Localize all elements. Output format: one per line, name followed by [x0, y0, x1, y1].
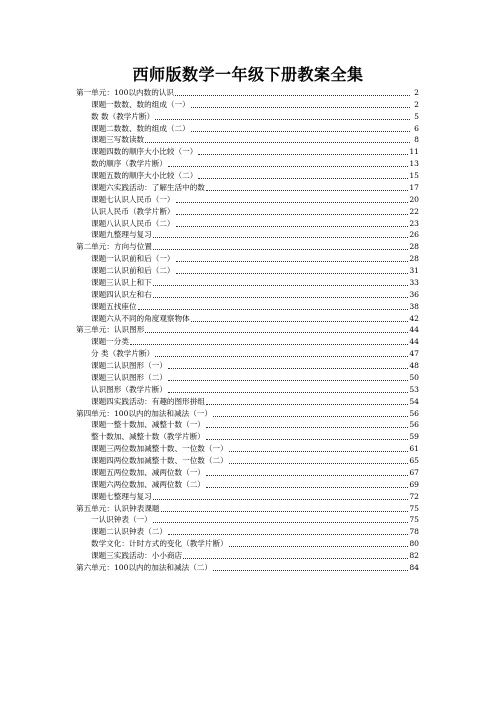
- toc-entry-title: 第二单元：方向与位置: [76, 242, 152, 252]
- toc-unit-entry[interactable]: [76, 406, 419, 418]
- toc-lesson-entry[interactable]: [76, 358, 419, 370]
- dot-leader: [168, 392, 408, 393]
- toc-page-number: 72: [409, 491, 419, 501]
- dot-leader: [176, 273, 409, 274]
- toc-lesson-entry[interactable]: [76, 251, 419, 263]
- dot-leader: [176, 261, 409, 262]
- toc-page-number: 28: [409, 254, 419, 264]
- dot-leader: [155, 119, 410, 120]
- toc-entry-title: 课题一数数、数的组成（一）: [91, 99, 190, 109]
- dot-leader: [168, 166, 408, 167]
- toc-entry-title: 课题五数的顺序大小比较（二）: [91, 171, 198, 180]
- toc-entry-title: 课题九整理与复习: [91, 230, 152, 240]
- toc-page-number: 84: [409, 562, 419, 572]
- dot-leader: [183, 558, 408, 559]
- dot-leader: [138, 309, 409, 310]
- toc-lesson-entry[interactable]: [76, 180, 419, 192]
- dot-leader: [229, 546, 409, 547]
- dot-leader: [206, 427, 408, 428]
- dot-leader: [145, 142, 410, 143]
- dot-leader: [153, 249, 408, 250]
- dot-leader: [206, 190, 408, 191]
- dot-leader: [198, 154, 408, 155]
- toc-page-number: 53: [409, 384, 419, 394]
- toc-entry-title: 课题七整理与复习: [91, 491, 152, 501]
- toc-entry-title: 第五单元：认识钟表课题: [76, 503, 160, 513]
- toc-lesson-entry[interactable]: [76, 441, 419, 453]
- dot-leader: [130, 344, 408, 345]
- toc-lesson-entry[interactable]: [76, 192, 419, 204]
- toc-entry-title: 课题六实践活动：了解生活中的数: [91, 182, 205, 192]
- toc-page-number: 38: [409, 301, 419, 311]
- dot-leader: [229, 451, 409, 452]
- document-title: 西师版数学一年级下册教案全集: [132, 65, 364, 84]
- toc-page-number: 20: [409, 194, 419, 204]
- toc-page-number: 11: [409, 147, 419, 157]
- toc-page-number: 50: [409, 372, 419, 382]
- toc-lesson-entry[interactable]: [76, 524, 419, 536]
- toc-entry-title: 课题三两位数加减整十数、一位数（一）: [91, 444, 228, 454]
- toc-page-number: 2: [414, 99, 419, 109]
- toc-page-number: 47: [409, 349, 419, 359]
- toc-entry-title: 一认识钟表（一）: [91, 515, 152, 525]
- toc-entry-title: 课题八认识人民币（二）: [91, 218, 175, 228]
- toc-page-number: 56: [409, 408, 419, 418]
- toc-entry-title: 第一单元：100以内数的认识: [76, 87, 175, 97]
- toc-lesson-entry[interactable]: [76, 216, 419, 228]
- toc-entry-title: 数的顺序（教学片断）: [91, 159, 167, 169]
- toc-page-number: 75: [409, 503, 419, 513]
- dot-leader: [229, 463, 409, 464]
- toc-page-number: 80: [409, 539, 419, 549]
- toc-lesson-entry[interactable]: [76, 334, 419, 346]
- toc-page-number: 69: [409, 479, 419, 489]
- toc-unit-entry[interactable]: [76, 85, 419, 97]
- toc-entry-title: 课题四数的顺序大小比较（一）: [91, 147, 198, 157]
- dot-leader: [213, 570, 408, 571]
- toc-page-number: 23: [409, 218, 419, 228]
- toc-page-number: 78: [409, 527, 419, 537]
- toc-lesson-entry[interactable]: [76, 97, 419, 109]
- toc-lesson-entry[interactable]: [76, 263, 419, 275]
- toc-page-number: 75: [409, 515, 419, 525]
- toc-entry-title: 课题六两位数加、减两位数（二）: [91, 479, 205, 489]
- toc-lesson-entry[interactable]: [76, 394, 419, 406]
- toc-page-number: 65: [409, 456, 419, 465]
- toc-entry-title: 课题一认识前和后（一）: [91, 254, 175, 264]
- toc-entry-title: 课题三写数读数: [91, 135, 145, 145]
- dot-leader: [175, 95, 410, 96]
- dot-leader: [206, 439, 408, 440]
- toc-entry-title: 课题五两位数加、减两位数（一）: [91, 467, 205, 477]
- toc-page-number: 28: [409, 242, 419, 252]
- toc-entry-title: 数学文化：计时方式的变化（教学片断）: [91, 539, 228, 549]
- toc-page-number: 6: [414, 123, 419, 133]
- dot-leader: [176, 202, 409, 203]
- toc-lesson-entry[interactable]: [76, 311, 419, 323]
- dot-leader: [153, 237, 409, 238]
- toc-page-number: 67: [409, 467, 419, 477]
- dot-leader: [155, 356, 408, 357]
- toc-lesson-entry[interactable]: [76, 156, 419, 168]
- toc-entry-title: 课题一整十数加、减整十数（一）: [91, 420, 205, 430]
- toc-page-number: 44: [409, 337, 419, 347]
- toc-page-number: 15: [409, 171, 419, 180]
- toc-page-number: 26: [409, 230, 419, 240]
- toc-lesson-entry[interactable]: [76, 168, 419, 180]
- toc-page-number: 36: [409, 289, 419, 299]
- dot-leader: [153, 499, 409, 500]
- toc-lesson-entry[interactable]: [76, 109, 419, 121]
- toc-entry-title: 课题七认识人民币（一）: [91, 194, 175, 204]
- dot-leader: [153, 285, 409, 286]
- toc-page-number: 5: [414, 111, 419, 121]
- toc-lesson-entry[interactable]: [76, 275, 419, 287]
- toc-page-number: 56: [409, 420, 419, 430]
- toc-lesson-entry[interactable]: [76, 287, 419, 299]
- dot-leader: [153, 297, 409, 298]
- toc-lesson-entry[interactable]: [76, 204, 419, 216]
- toc-lesson-entry[interactable]: [76, 346, 419, 358]
- toc-page-number: 8: [414, 135, 419, 145]
- toc-page-number: 42: [409, 313, 419, 323]
- toc-lesson-entry[interactable]: [76, 418, 419, 430]
- toc-entry-title: 课题四两位数加减整十数、一位数（二）: [91, 456, 228, 465]
- toc-unit-entry[interactable]: [76, 501, 419, 513]
- toc-entry-title: 课题六从不同的角度观察物体: [91, 313, 190, 323]
- dot-leader: [168, 368, 408, 369]
- toc-unit-entry[interactable]: [76, 239, 419, 251]
- toc-page-number: 2: [414, 87, 419, 97]
- toc-entry-title: 课题三实践活动：小小商店: [91, 551, 183, 560]
- dot-leader: [191, 107, 410, 108]
- toc-entry-title: 课题二数数、数的组成（二）: [91, 123, 190, 133]
- toc-lesson-entry[interactable]: [76, 453, 419, 465]
- dot-leader: [145, 332, 408, 333]
- toc-entry-title: 第四单元：100以内的加法和减法（一）: [76, 408, 212, 418]
- toc-lesson-entry[interactable]: [76, 133, 419, 145]
- toc-entry-title: 课题二认识图形（一）: [91, 361, 167, 370]
- toc-page-number: 54: [409, 396, 419, 406]
- toc-lesson-entry[interactable]: [76, 513, 419, 525]
- dot-leader: [176, 226, 409, 227]
- toc-entry-title: 第三单元：认识图形: [76, 325, 145, 335]
- dot-leader: [191, 321, 409, 322]
- toc-unit-entry[interactable]: [76, 323, 419, 335]
- toc-entry-title: 认识图形（教学片断）: [91, 384, 167, 394]
- toc-entry-title: 数 数（教学片断）: [91, 111, 155, 121]
- toc-entry-title: 认识人民币（教学片断）: [91, 206, 175, 216]
- toc-page-number: 13: [409, 159, 419, 169]
- dot-leader: [191, 131, 410, 132]
- toc-page-number: 31: [409, 266, 419, 275]
- toc-entry-title: 课题三认识上和下: [91, 277, 152, 287]
- dot-leader: [206, 487, 408, 488]
- toc-page-number: 33: [409, 277, 419, 287]
- toc-lesson-entry[interactable]: [76, 477, 419, 489]
- toc-lesson-entry[interactable]: [76, 382, 419, 394]
- toc-page-number: 22: [409, 206, 419, 216]
- toc-entry-title: 课题二认识钟表（二）: [91, 527, 167, 537]
- toc-lesson-entry[interactable]: [76, 536, 419, 548]
- toc-entry-title: 整十数加、减整十数（教学片断）: [91, 432, 205, 442]
- dot-leader: [153, 522, 409, 523]
- toc-entry-title: 课题二认识前和后（二）: [91, 266, 175, 275]
- toc-lesson-entry[interactable]: [76, 121, 419, 133]
- toc-page-number: 61: [409, 444, 419, 454]
- toc-lesson-entry[interactable]: [76, 228, 419, 240]
- toc-entry-title: 课题四实践活动：有趣的图形拼组: [91, 396, 205, 406]
- toc-page-number: 59: [409, 432, 419, 442]
- dot-leader: [161, 511, 409, 512]
- toc-entry-title: 课题五找座位: [91, 301, 137, 311]
- dot-leader: [198, 178, 408, 179]
- toc-entry-title: 分 类（教学片断）: [91, 349, 155, 359]
- toc-lesson-entry[interactable]: [76, 429, 419, 441]
- toc-lesson-entry[interactable]: [76, 299, 419, 311]
- table-of-contents: [76, 85, 419, 572]
- dot-leader: [206, 475, 408, 476]
- toc-page-number: 17: [409, 182, 419, 192]
- toc-lesson-entry[interactable]: [76, 465, 419, 477]
- toc-page-number: 82: [409, 551, 419, 560]
- toc-entry-title: 课题四认识左和右: [91, 289, 152, 299]
- dot-leader: [168, 534, 408, 535]
- dot-leader: [206, 404, 408, 405]
- toc-entry-title: 课题一分类: [91, 337, 129, 347]
- toc-lesson-entry[interactable]: [76, 489, 419, 501]
- dot-leader: [213, 416, 408, 417]
- toc-page-number: 48: [409, 361, 419, 370]
- toc-page-number: 44: [409, 325, 419, 335]
- toc-entry-title: 课题三认识图形（二）: [91, 372, 167, 382]
- toc-lesson-entry[interactable]: [76, 370, 419, 382]
- toc-lesson-entry[interactable]: [76, 144, 419, 156]
- dot-leader: [176, 214, 409, 215]
- toc-lesson-entry[interactable]: [76, 548, 419, 560]
- toc-unit-entry[interactable]: [76, 560, 419, 572]
- toc-entry-title: 第六单元：100以内的加法和减法（二）: [76, 562, 212, 572]
- dot-leader: [168, 380, 408, 381]
